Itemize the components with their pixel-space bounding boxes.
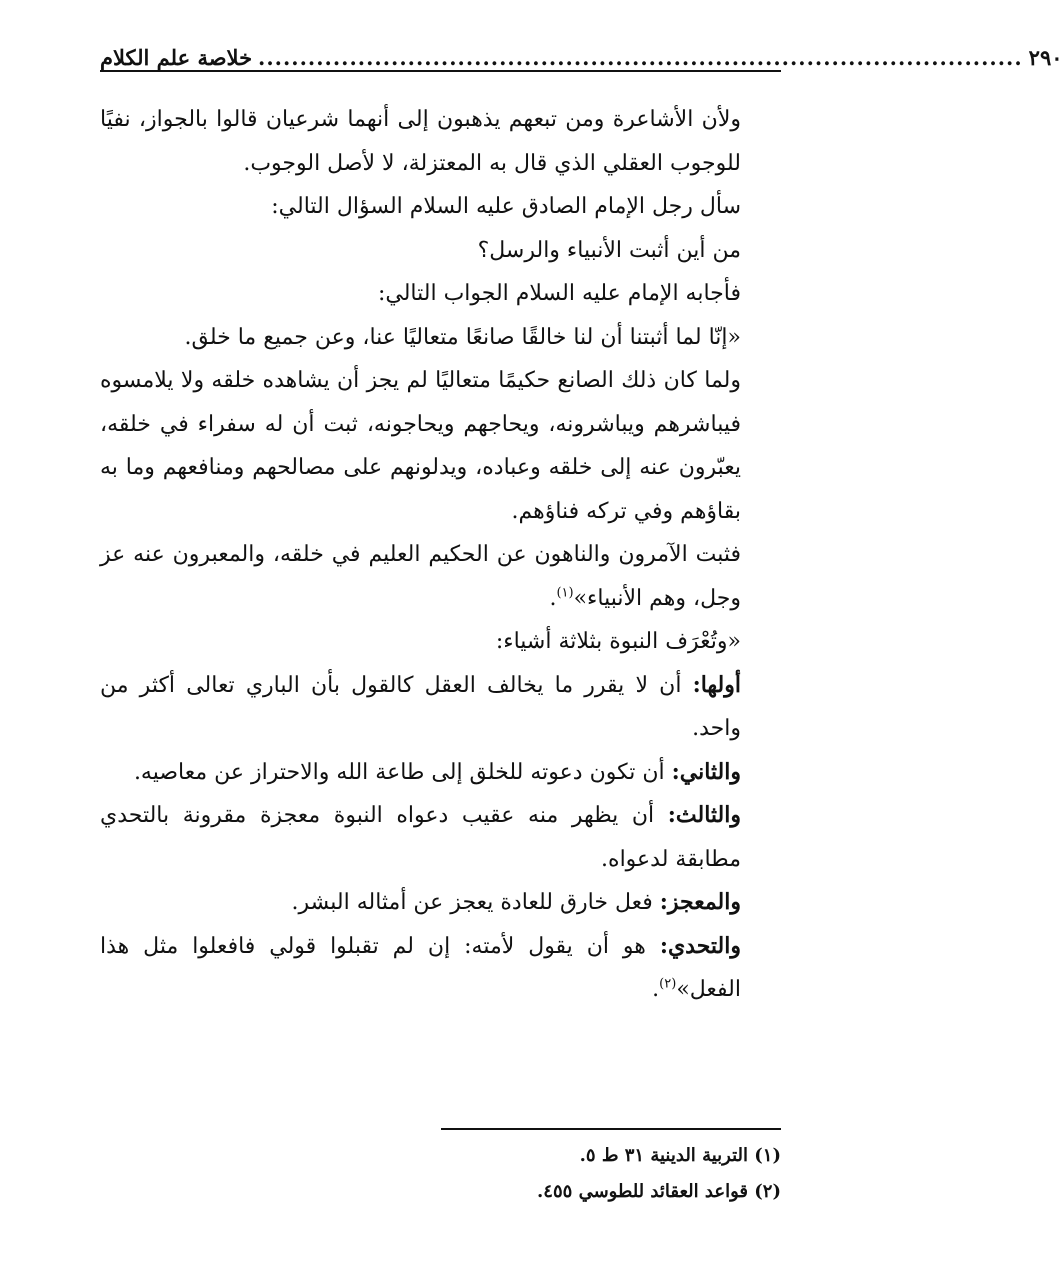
paragraph <box>100 664 781 751</box>
term-text: أن تكون دعوته للخلق إلى طاعة الله والاحتراز عن معاصيه. <box>133 759 672 785</box>
paragraph <box>100 533 781 620</box>
term-text: أن لا يقرر ما يخالف العقل كالقول بأن الباري تعالى أكثر من واحد. <box>100 672 741 741</box>
footnote-2: (٢) قواعد العقائد للطوسي ٤٥٥. <box>537 1181 781 1202</box>
paragraph-end: . <box>549 585 557 611</box>
term-text: فعل خارق للعادة يعجز عن أمثاله البشر. <box>291 890 660 915</box>
term-label: أولها: <box>692 671 741 698</box>
paragraph-text: فثبت الآمرون والناهون عن الحكيم العليم في خلقه، والمعبرون عنه عز وجل، وهم الأنبياء» <box>100 542 741 611</box>
paragraph: «وتُعْرَف النبوة بثلاثة أشياء: <box>495 629 741 654</box>
paragraph <box>100 794 781 881</box>
header-leader-dots: ............................................................................................ <box>258 45 1023 70</box>
term-label: والتحدي: <box>659 932 741 959</box>
running-title: خلاصة علم الكلام <box>100 45 253 70</box>
paragraph <box>100 881 781 925</box>
term-label: والمعجز: <box>659 889 741 915</box>
page-body <box>100 98 781 1012</box>
paragraph: سأل رجل الإمام الصادق عليه السلام السؤال التالي: <box>271 194 741 219</box>
paragraph <box>100 925 781 1012</box>
term-label: والثاني: <box>671 758 741 785</box>
page-header <box>100 34 1063 72</box>
paragraph: من أين أثبت الأنبياء والرسل؟ <box>477 237 741 263</box>
paragraph-end: . <box>652 977 660 1002</box>
term-text: هو أن يقول لأمته: إن لم تقبلوا قولي فافعلوا مثل هذا الفعل» <box>100 933 741 1002</box>
footnote-separator <box>441 1128 781 1130</box>
paragraph: ولأن الأشاعرة ومن تبعهم يذهبون إلى أنهما شرعيان قالوا بالجواز، نفيًا للوجوب العقلي الذي قال به المعتزلة، لا لأصل الوجوب. <box>100 107 741 176</box>
term-label: والثالث: <box>667 802 741 828</box>
page-number: ٢٩٠ <box>1028 45 1063 70</box>
footnote-ref: (٢) <box>659 976 677 992</box>
paragraph: فأجابه الإمام عليه السلام الجواب التالي: <box>377 281 741 306</box>
term-text: أن يظهر منه عقيب دعواه النبوة معجزة مقرونة بالتحدي مطابقة لدعواه. <box>100 803 741 872</box>
footnote-1: (١) التربية الدينية ٣١ ط ٥. <box>579 1145 781 1166</box>
footnote-ref: (١) <box>556 585 574 601</box>
paragraph: ولما كان ذلك الصانع حكيمًا متعاليًا لم يجز أن يشاهده خلقه ولا يلامسوه فيباشرهم ويباشرونه، ويحاجهم ويحاجونه، ثبت أن له سفراء في خلقه، يعبّرون عنه إلى خلقه وعباده، ويدلونهم على مصالحهم ومنافعهم وما به بقاؤهم وفي تركه فناؤهم. <box>100 368 741 524</box>
paragraph <box>100 751 781 795</box>
footnotes <box>101 1138 781 1210</box>
paragraph: «إنّا لما أثبتنا أن لنا خالقًا صانعًا متعاليًا عنا، وعن جميع ما خلق. <box>184 324 741 350</box>
